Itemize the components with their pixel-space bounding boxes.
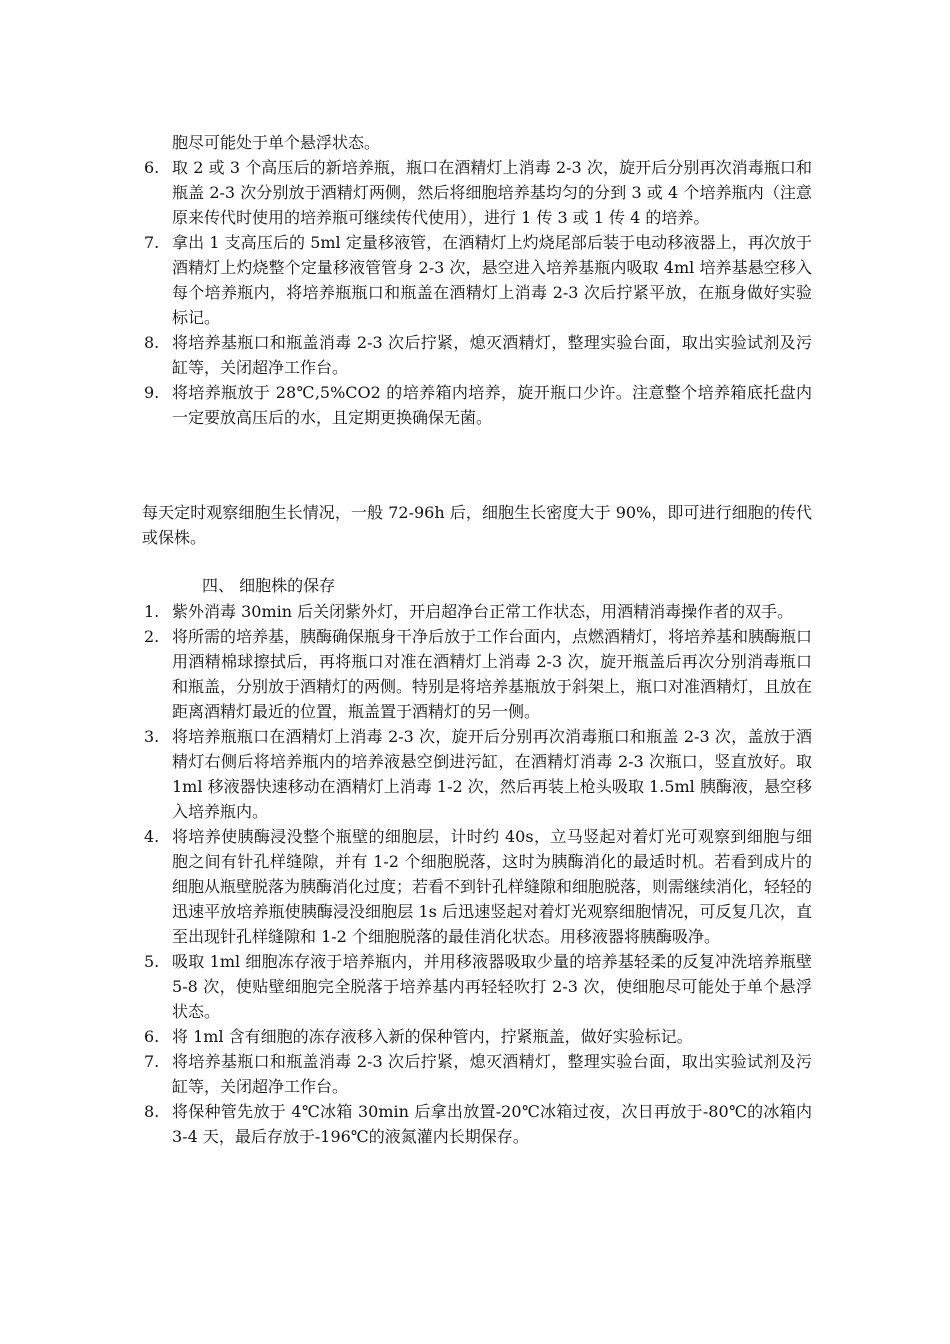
list-item: [142, 1024, 812, 1049]
list-item: [142, 949, 812, 1024]
list-item: [142, 380, 812, 430]
section-3-steps: [142, 130, 812, 430]
section-4-heading: 四、 细胞株的保存: [202, 576, 336, 595]
step-text: 取 2 或 3 个高压后的新培养瓶，瓶口在酒精灯上消毒 2-3 次，旋开后分别再次消毒瓶口和瓶盖 2-3 次分别放于酒精灯两侧，然后将细胞培养基均匀的分到 3 或 4 个培养瓶内（注意原来传代时使用的培养瓶可继续传代使用），进行 1 传 3 或 1 传 4 的培养。: [172, 158, 812, 227]
step-text: 将培养使胰酶浸没整个瓶壁的细胞层，计时约 40s，立马竖起对着灯光可观察到细胞与细胞之间有针孔样缝隙，并有 1-2 个细胞脱落，这时为胰酶消化的最适时机。若看到成片的细胞从瓶壁脱落为胰酶消化过度；若看不到针孔样缝隙和细胞脱落，则需继续消化，轻轻的迅速平放培养瓶使胰酶浸没细胞层 1s 后迅速竖起对着灯光观察细胞情况，可反复几次，直至出现针孔样缝隙和 1-2 个细胞脱落的最佳消化状态。用移液器将胰酶吸净。: [172, 827, 813, 946]
section-4-steps: [142, 599, 812, 1149]
step-number: 8.: [144, 333, 160, 352]
step-text: 将所需的培养基，胰酶确保瓶身干净后放于工作台面内，点燃酒精灯，将培养基和胰酶瓶口用酒精棉球擦拭后，再将瓶口对准在酒精灯上消毒 2-3 次，旋开瓶盖后再次分别消毒瓶口和瓶盖，分别放于酒精灯的两侧。特别是将培养基瓶放于斜架上，瓶口对准酒精灯，且放在距离酒精灯最近的位置，瓶盖置于酒精灯的另一侧。: [172, 627, 813, 721]
step-text: 将培养瓶瓶口在酒精灯上消毒 2-3 次，旋开后分别再次消毒瓶口和瓶盖 2-3 次，盖放于酒精灯右侧后将培养瓶内的培养液悬空倒进污缸，在酒精灯消毒 2-3 次瓶口，竖直放好。取 1ml 移液器快速移动在酒精灯上消毒 1-2 次，然后再装上枪头吸取 1.5ml 胰酶液，悬空移入培养瓶内。: [172, 727, 812, 821]
step-number: 9.: [144, 383, 160, 402]
step-text: 将保种管先放于 4℃冰箱 30min 后拿出放置-20℃冰箱过夜，次日再放于-80℃的冰箱内 3-4 天，最后存放于-196℃的液氮灌内长期保存。: [172, 1102, 812, 1146]
step-number: 6.: [144, 158, 160, 177]
list-item: [142, 1049, 812, 1099]
step-number: 5.: [144, 952, 160, 971]
step-text: 紫外消毒 30min 后关闭紫外灯，开启超净台正常工作状态，用酒精消毒操作者的双手。: [172, 602, 794, 621]
step-text: 将培养瓶放于 28℃,5%CO2 的培养箱内培养，旋开瓶口少许。注意整个培养箱底托盘内一定要放高压后的水，且定期更换确保无菌。: [172, 383, 812, 427]
list-item: [142, 230, 812, 330]
list-item: [142, 330, 812, 380]
step-number: 3.: [144, 727, 160, 746]
step-number: 4.: [144, 827, 160, 846]
section-4-list: [142, 599, 812, 1149]
step-number: 6.: [144, 1027, 160, 1046]
step-text: 将 1ml 含有细胞的冻存液移入新的保种管内，拧紧瓶盖，做好实验标记。: [172, 1027, 693, 1046]
section-3-list: [142, 155, 812, 430]
list-item: [142, 1099, 812, 1149]
list-item: [142, 155, 812, 230]
step-text: 吸取 1ml 细胞冻存液于培养瓶内，并用移液器吸取少量的培养基轻柔的反复冲洗培养瓶壁 5-8 次，使贴壁细胞完全脱落于培养基内再轻轻吹打 2-3 次，使细胞尽可能处于单个悬浮状态。: [172, 952, 812, 1021]
list-item: [142, 724, 812, 824]
step-number: 7.: [144, 1052, 160, 1071]
step-number: 1.: [144, 602, 160, 621]
step-number: 8.: [144, 1102, 160, 1121]
observation-paragraph: 每天定时观察细胞生长情况，一般 72-96h 后，细胞生长密度大于 90%，即可进行细胞的传代或保株。: [142, 503, 812, 547]
observation-block: [142, 500, 812, 550]
step-number: 2.: [144, 627, 160, 646]
list-item: [142, 599, 812, 624]
continuation-text: 胞尽可能处于单个悬浮状态。: [172, 133, 381, 152]
step-text: 将培养基瓶口和瓶盖消毒 2-3 次后拧紧，熄灭酒精灯，整理实验台面，取出实验试剂及污缸等，关闭超净工作台。: [172, 1052, 812, 1096]
step-text: 拿出 1 支高压后的 5ml 定量移液管，在酒精灯上灼烧尾部后装于电动移液器上，再次放于酒精灯上灼烧整个定量移液管管身 2-3 次，悬空进入培养基瓶内吸取 4ml 培养基悬空移入每个培养瓶内，将培养瓶瓶口和瓶盖在酒精灯上消毒 2-3 次后拧紧平放，在瓶身做好实验标记。: [172, 233, 812, 327]
step-number: 7.: [144, 233, 160, 252]
list-item: [142, 824, 812, 949]
list-item: [142, 624, 812, 724]
step-text: 将培养基瓶口和瓶盖消毒 2-3 次后拧紧，熄灭酒精灯，整理实验台面，取出实验试剂及污缸等，关闭超净工作台。: [172, 333, 812, 377]
